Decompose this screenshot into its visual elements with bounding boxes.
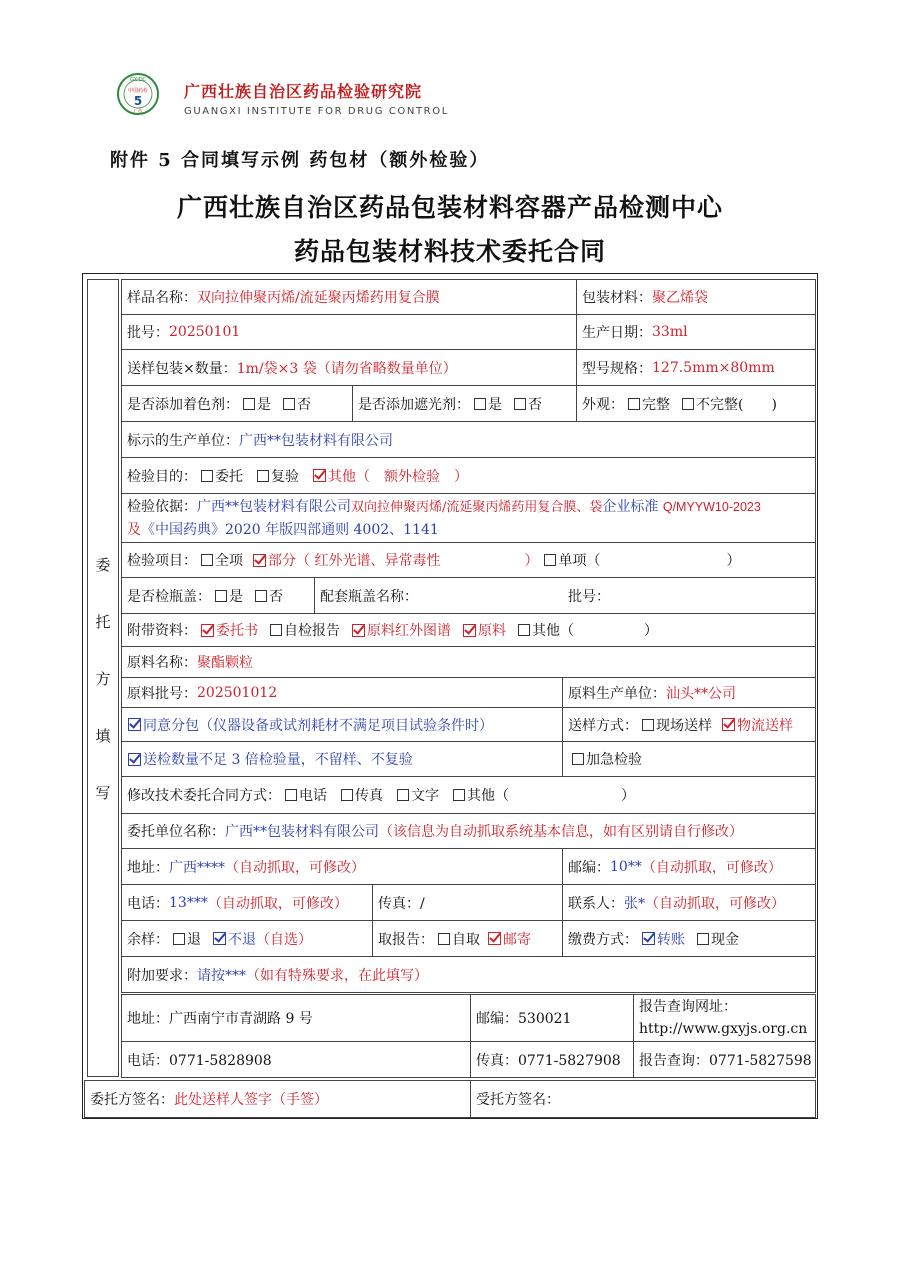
row-send-package: 送样包装×数量： 1m/袋×3 袋（请勿省略数量单位） 型号规格： 127.5mm×80mm xyxy=(121,349,816,386)
row-basis: 检验依据：广西**包装材料有限公司双向拉伸聚丙烯/流延聚丙烯药用复合膜、袋企业标准 Q/MYYW10-2023 及《中国药典》2020 年版四部通则 4002、1141 xyxy=(121,493,816,543)
client-fill-side-label: 委 托 方 填 写 xyxy=(87,279,119,1077)
model-spec-field[interactable]: 127.5mm×80mm xyxy=(652,359,775,376)
row-modify-method: 修改技术委托合同方式： 电话 传真 文字 其他（ ） xyxy=(121,776,816,814)
purpose-entrust-checkbox[interactable] xyxy=(201,470,213,482)
raw-maker-field[interactable]: 汕头**公司 xyxy=(666,685,736,702)
svg-text:中国药检: 中国药检 xyxy=(127,88,149,94)
batch-field[interactable]: 20250101 xyxy=(169,324,241,340)
client-zip-field[interactable]: 10** xyxy=(610,858,642,875)
attach-raw-checkbox[interactable] xyxy=(463,624,476,637)
institute-name-cn: 广西壮族自治区药品检验研究院 xyxy=(184,82,423,101)
extra-requirement-field[interactable]: 请按*** xyxy=(197,967,246,984)
row-subcontract: 同意分包（仪器设备或试剂耗材不满足项目试验条件时） 送样方式： 现场送样 物流送样 xyxy=(121,707,816,742)
row-extra: 附加要求： 请按*** （如有特殊要求，在此填写） xyxy=(121,956,816,993)
qty-note-checkbox[interactable] xyxy=(128,753,141,766)
raw-name-field[interactable]: 聚酯颗粒 xyxy=(197,655,253,671)
row-center-phone: 电话：0771-5828908 传真：0771-5827908 报告查询：0771-5827598 xyxy=(121,1041,816,1078)
svg-text:GXIDC: GXIDC xyxy=(129,77,147,83)
row-cap: 是否检瓶盖： 是 否 配套瓶盖名称： 批号： xyxy=(121,577,816,614)
row-client-name: 委托单位名称： 广西**包装材料有限公司 （该信息为自动抓取系统基本信息，如有区别请自行修改） xyxy=(121,813,816,849)
row-raw-batch: 原料批号： 202501012 原料生产单位： 汕头**公司 xyxy=(121,677,816,708)
row-signatures: 委托方签名： 此处送样人签字（手签） 受托方签名： xyxy=(84,1080,816,1118)
production-date-field[interactable]: 33ml xyxy=(652,324,688,340)
row-test-items: 检验项目： 全项 部分（ 红外光谱、异常毒性 ） 单项（ ） xyxy=(121,542,816,578)
row-center-address: 地址：广西南宁市青湖路 9 号 邮编：530021 报告查询网址： http://www.gxyjs.org.cn xyxy=(121,994,816,1042)
attach-authorization-checkbox[interactable] xyxy=(201,624,214,637)
svg-text:广西: 广西 xyxy=(134,108,142,113)
row-purpose: 检验目的： 委托 复验 其他（ 额外检验 ） xyxy=(121,457,816,494)
row-leftover: 余样： 退 不退 （自选） 取报告： 自取 邮寄 缴费方式： 转账 现金 xyxy=(121,920,816,957)
row-raw-name: 原料名称： 聚酯颗粒 xyxy=(121,646,816,678)
raw-batch-field[interactable]: 202501012 xyxy=(197,684,278,701)
items-single-checkbox[interactable] xyxy=(544,554,556,566)
row-quantity-note: 送检数量不足 3 倍检验量，不留样、不复验 加急检验 xyxy=(121,741,816,777)
client-address-field[interactable]: 广西**** xyxy=(169,859,225,876)
opacifier-yes-checkbox[interactable] xyxy=(474,398,486,410)
pay-transfer-checkbox[interactable] xyxy=(642,932,655,945)
leftover-return-checkbox[interactable] xyxy=(173,933,185,945)
client-signature-field[interactable]: 此处送样人签字（手签） xyxy=(174,1092,328,1108)
institute-logo xyxy=(116,72,160,116)
purpose-other-checkbox[interactable] xyxy=(313,469,326,482)
attach-other-checkbox[interactable] xyxy=(518,624,530,636)
modify-text-checkbox[interactable] xyxy=(397,789,409,801)
modify-phone-checkbox[interactable] xyxy=(285,789,297,801)
package-material-field[interactable]: 聚乙烯袋 xyxy=(652,290,708,306)
row-attachments: 附带资料： 委托书 自检报告 原料红外图谱 原料 其他（ ） xyxy=(121,613,816,647)
client-name-field[interactable]: 广西**包装材料有限公司 xyxy=(225,824,379,840)
colorant-no-checkbox[interactable] xyxy=(283,398,295,410)
sample-name-field[interactable]: 双向拉伸聚丙烯/流延聚丙烯药用复合膜 xyxy=(197,290,440,306)
items-all-checkbox[interactable] xyxy=(201,554,213,566)
send-package-field[interactable]: 1m/袋×3 袋（请勿省略数量单位） xyxy=(236,360,457,377)
appearance-incomplete-checkbox[interactable] xyxy=(682,398,694,410)
attach-selfreport-checkbox[interactable] xyxy=(270,624,282,636)
attach-ir-checkbox[interactable] xyxy=(352,624,365,637)
cap-yes-checkbox[interactable] xyxy=(215,590,227,602)
contact-field[interactable]: 张* xyxy=(624,895,645,912)
leftover-noreturn-checkbox[interactable] xyxy=(213,932,226,945)
center-title: 广西壮族自治区药品包装材料容器产品检测中心 xyxy=(176,193,723,222)
report-selfpick-checkbox[interactable] xyxy=(438,933,450,945)
client-phone-field[interactable]: 13*** xyxy=(169,894,208,911)
contract-title: 药品包装材料技术委托合同 xyxy=(293,237,606,266)
row-additives: 是否添加着色剂： 是 否 是否添加遮光剂： 是 否 外观： 完整 不完整( ) xyxy=(121,385,816,422)
colorant-yes-checkbox[interactable] xyxy=(243,398,255,410)
opacifier-no-checkbox[interactable] xyxy=(514,398,526,410)
send-logistics-checkbox[interactable] xyxy=(722,718,735,731)
send-onsite-checkbox[interactable] xyxy=(642,719,654,731)
purpose-recheck-checkbox[interactable] xyxy=(257,470,269,482)
subcontract-checkbox[interactable] xyxy=(128,718,141,731)
pay-cash-checkbox[interactable] xyxy=(697,933,709,945)
row-phone: 电话： 13*** （自动抓取，可修改） 传真：/ 联系人： 张* （自动抓取，可修改） xyxy=(121,884,816,921)
modify-fax-checkbox[interactable] xyxy=(341,789,353,801)
row-batch: 批号： 20250101 生产日期： 33ml xyxy=(121,314,816,350)
items-part-checkbox[interactable] xyxy=(253,554,266,567)
receiver-signature-field[interactable]: 受托方签名： xyxy=(476,1092,560,1108)
institute-name-en: GUANGXI INSTITUTE FOR DRUG CONTROL xyxy=(184,106,449,117)
svg-text:5: 5 xyxy=(133,94,143,108)
report-query-url[interactable]: http://www.gxyjs.org.cn xyxy=(639,1021,808,1037)
row-sample-name: 样品名称： 双向拉伸聚丙烯/流延聚丙烯药用复合膜 包装材料： 聚乙烯袋 xyxy=(121,279,816,315)
manufacturer-field[interactable]: 广西**包装材料有限公司 xyxy=(239,432,393,449)
report-mail-checkbox[interactable] xyxy=(488,932,501,945)
row-address: 地址： 广西**** （自动抓取，可修改） 邮编： 10** （自动抓取，可修改） xyxy=(121,848,816,885)
modify-other-checkbox[interactable] xyxy=(453,789,465,801)
attachment-caption: 附件 5 合同填写示例 药包材（额外检验） xyxy=(110,150,490,171)
cap-no-checkbox[interactable] xyxy=(255,590,267,602)
row-manufacturer: 标示的生产单位： 广西**包装材料有限公司 xyxy=(121,421,816,458)
appearance-complete-checkbox[interactable] xyxy=(628,398,640,410)
urgent-checkbox[interactable] xyxy=(572,753,584,765)
